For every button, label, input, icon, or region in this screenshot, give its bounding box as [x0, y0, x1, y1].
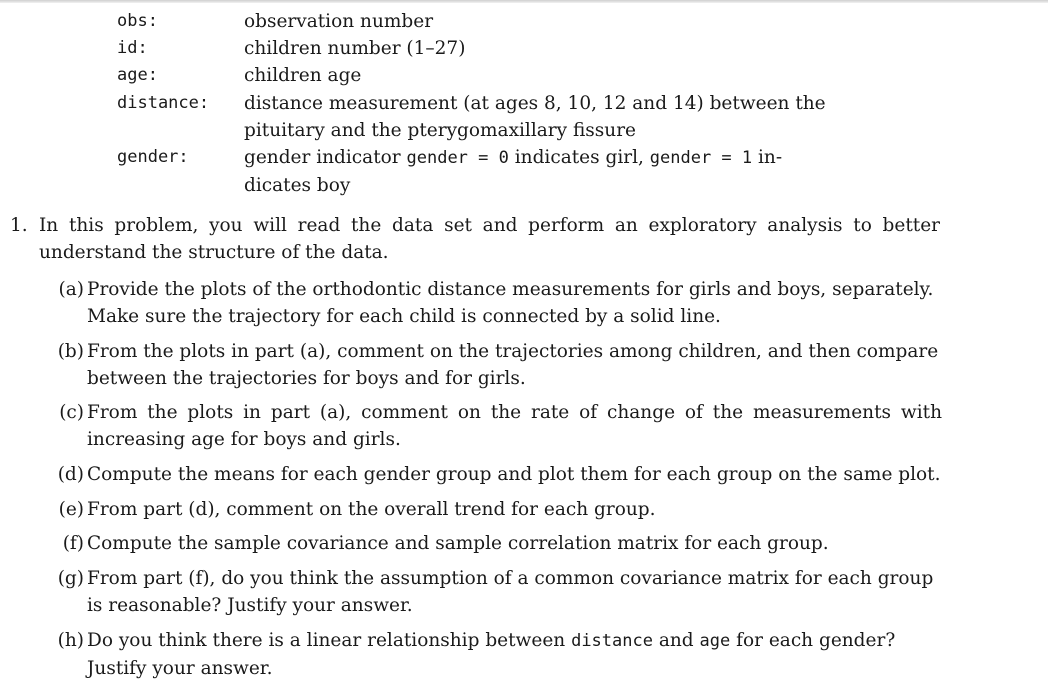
description-line: pituitary and the pterygomaxillary fissure	[244, 120, 637, 141]
part-text	[87, 399, 942, 453]
part-line: Justify your answer.	[87, 658, 273, 679]
part-text	[87, 276, 942, 330]
part-line: Make sure the trajectory for each child is connected by a solid line.	[87, 306, 721, 327]
problem-line: In this problem, you will read the data set and perform an exploratory analysis to better	[39, 215, 940, 236]
code-run: gender = 1	[649, 148, 753, 168]
code-run: distance	[571, 631, 653, 651]
part-line: Provide the plots of the orthodontic distance measurements for girls and boys, separately.	[87, 279, 934, 300]
description-line: observation number	[244, 11, 434, 32]
part-label: (f)	[62, 533, 84, 554]
text-run: in-	[752, 147, 783, 168]
variable-description	[244, 8, 844, 35]
variable-description	[244, 62, 844, 89]
part-text	[87, 461, 942, 488]
variable-description	[244, 90, 844, 144]
part-label: (d)	[57, 464, 84, 485]
part-line	[87, 627, 942, 655]
part-label: (e)	[58, 499, 84, 520]
problem-line: understand the structure of the data.	[39, 242, 389, 263]
problem-number: 1.	[10, 215, 28, 236]
description-line: children number (1–27)	[244, 38, 466, 59]
part-label: (b)	[57, 341, 84, 362]
description-line	[244, 144, 844, 172]
text-run: gender indicator	[244, 147, 407, 168]
part-text	[87, 565, 942, 619]
part-text	[87, 530, 942, 557]
text-run: Do you think there is a linear relationship between	[87, 630, 572, 651]
variable-name: id:	[117, 38, 148, 58]
part-label: (a)	[58, 279, 84, 300]
description-line: children age	[244, 65, 362, 86]
description-line: dicates boy	[244, 175, 351, 196]
text-run: indicates girl,	[508, 147, 650, 168]
part-line: is reasonable? Justify your answer.	[87, 595, 413, 616]
part-label: (c)	[59, 402, 84, 423]
problem-statement	[10, 212, 940, 266]
text-run: for each gender?	[730, 630, 896, 651]
variable-name: obs:	[117, 11, 158, 31]
part-line: From the plots in part (a), comment on the trajectories among children, and then compare	[87, 341, 939, 362]
variable-description	[244, 35, 844, 62]
description-line: distance measurement (at ages 8, 10, 12 and 14) between the	[244, 93, 826, 114]
part-line: From the plots in part (a), comment on the rate of change of the measurements with	[87, 402, 942, 423]
part-line: increasing age for boys and girls.	[87, 429, 401, 450]
part-line: between the trajectories for boys and for girls.	[87, 368, 526, 389]
part-line: Compute the means for each gender group and plot them for each group on the same plot.	[87, 464, 941, 485]
code-run: age	[699, 631, 731, 651]
variable-name: age:	[117, 65, 158, 85]
part-line: From part (d), comment on the overall trend for each group.	[87, 499, 656, 520]
part-label: (h)	[57, 630, 84, 651]
part-line: Compute the sample covariance and sample correlation matrix for each group.	[87, 533, 829, 554]
part-text	[87, 338, 942, 392]
part-text	[87, 496, 942, 523]
text-run: and	[652, 630, 700, 651]
variable-name: gender:	[117, 147, 189, 167]
part-line: From part (f), do you think the assumption of a common covariance matrix for each group	[87, 568, 934, 589]
variable-name: distance:	[117, 93, 210, 113]
part-text	[87, 627, 942, 682]
top-divider	[0, 0, 1048, 3]
code-run: gender = 0	[406, 148, 509, 168]
variable-description	[244, 144, 844, 199]
part-label: (g)	[57, 568, 84, 589]
